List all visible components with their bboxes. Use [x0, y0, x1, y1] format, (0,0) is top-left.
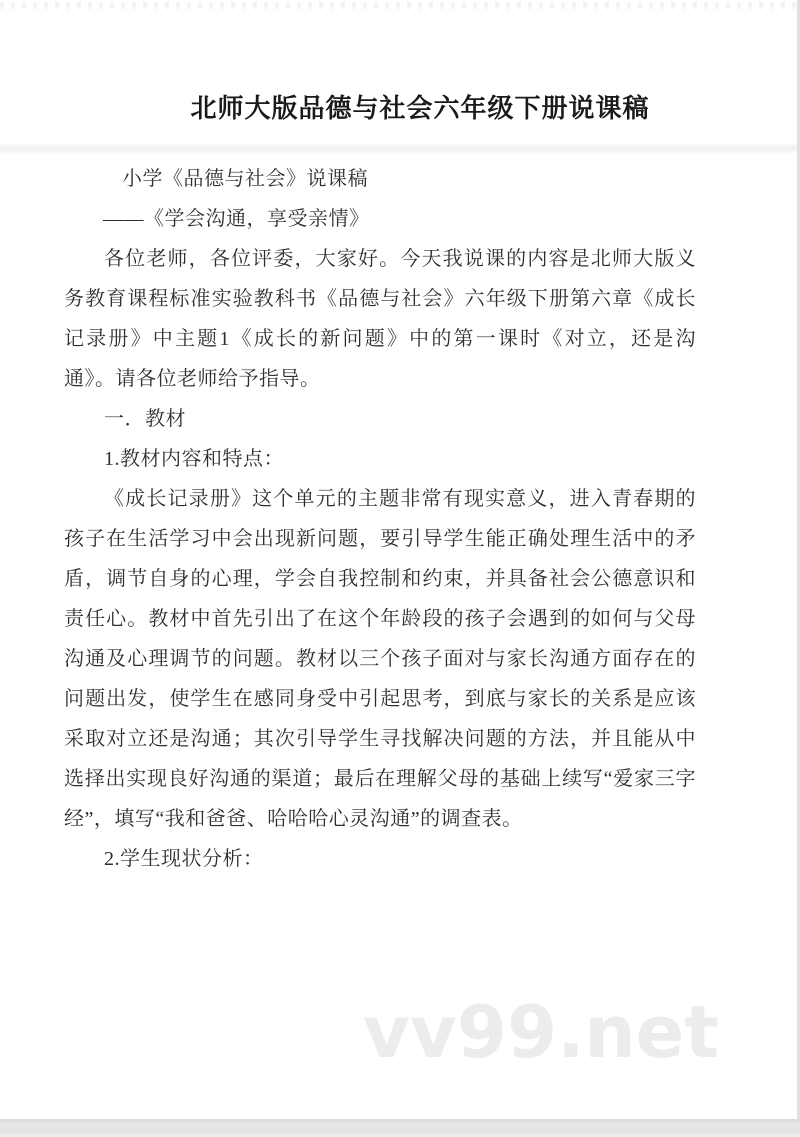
- subtitle-line: 小学《品德与社会》说课稿: [122, 168, 368, 190]
- watermark: vv99.net: [363, 990, 719, 1074]
- scan-artifact-band: [0, 144, 800, 153]
- document-body: [64, 159, 696, 879]
- unit-analysis-paragraph: 《成长记录册》这个单元的主题非常有现实意义，进入青春期的孩子在生活学习中会出现新问题，要引导学生能正确处理生活中的矛盾，调节自身的心理，学会自我控制和约束，并具备社会公德意识和责任心。教材中首先引出了在这个年龄段的孩子会遇到的如何与父母沟通及心理调节的问题。教材以三个孩子面对与家长沟通方面存在的问题出发，使学生在感同身受中引起思考，到底与家长的关系是应该采取对立还是沟通；其次引导学生寻找解决问题的方法，并且能从中选择出实现良好沟通的渠道；最后在理解父母的基础上续写“爱家三字经”，填写“我和爸爸、哈哈哈心灵沟通”的调查表。: [64, 488, 696, 830]
- intro-paragraph: 各位老师，各位评委，大家好。今天我说课的内容是北师大版义务教育课程标准实验教科书《品德与社会》六年级下册第六章《成长记录册》中主题1《成长的新问题》中的第一课时《对立，还是沟通》。请各位老师给予指导。: [64, 248, 696, 390]
- section-heading-teaching-material: 一．教材: [104, 408, 186, 430]
- subtitle-dash-line: ——《学会沟通，享受亲情》: [103, 208, 370, 230]
- document-title: 北师大版品德与社会六年级下册说课稿: [190, 93, 650, 123]
- scan-bottom-bar: [0, 1119, 800, 1137]
- subsection-heading-content-features: 1.教材内容和特点：: [104, 448, 284, 470]
- subsection-heading-student-analysis: 2.学生现状分析：: [104, 848, 264, 870]
